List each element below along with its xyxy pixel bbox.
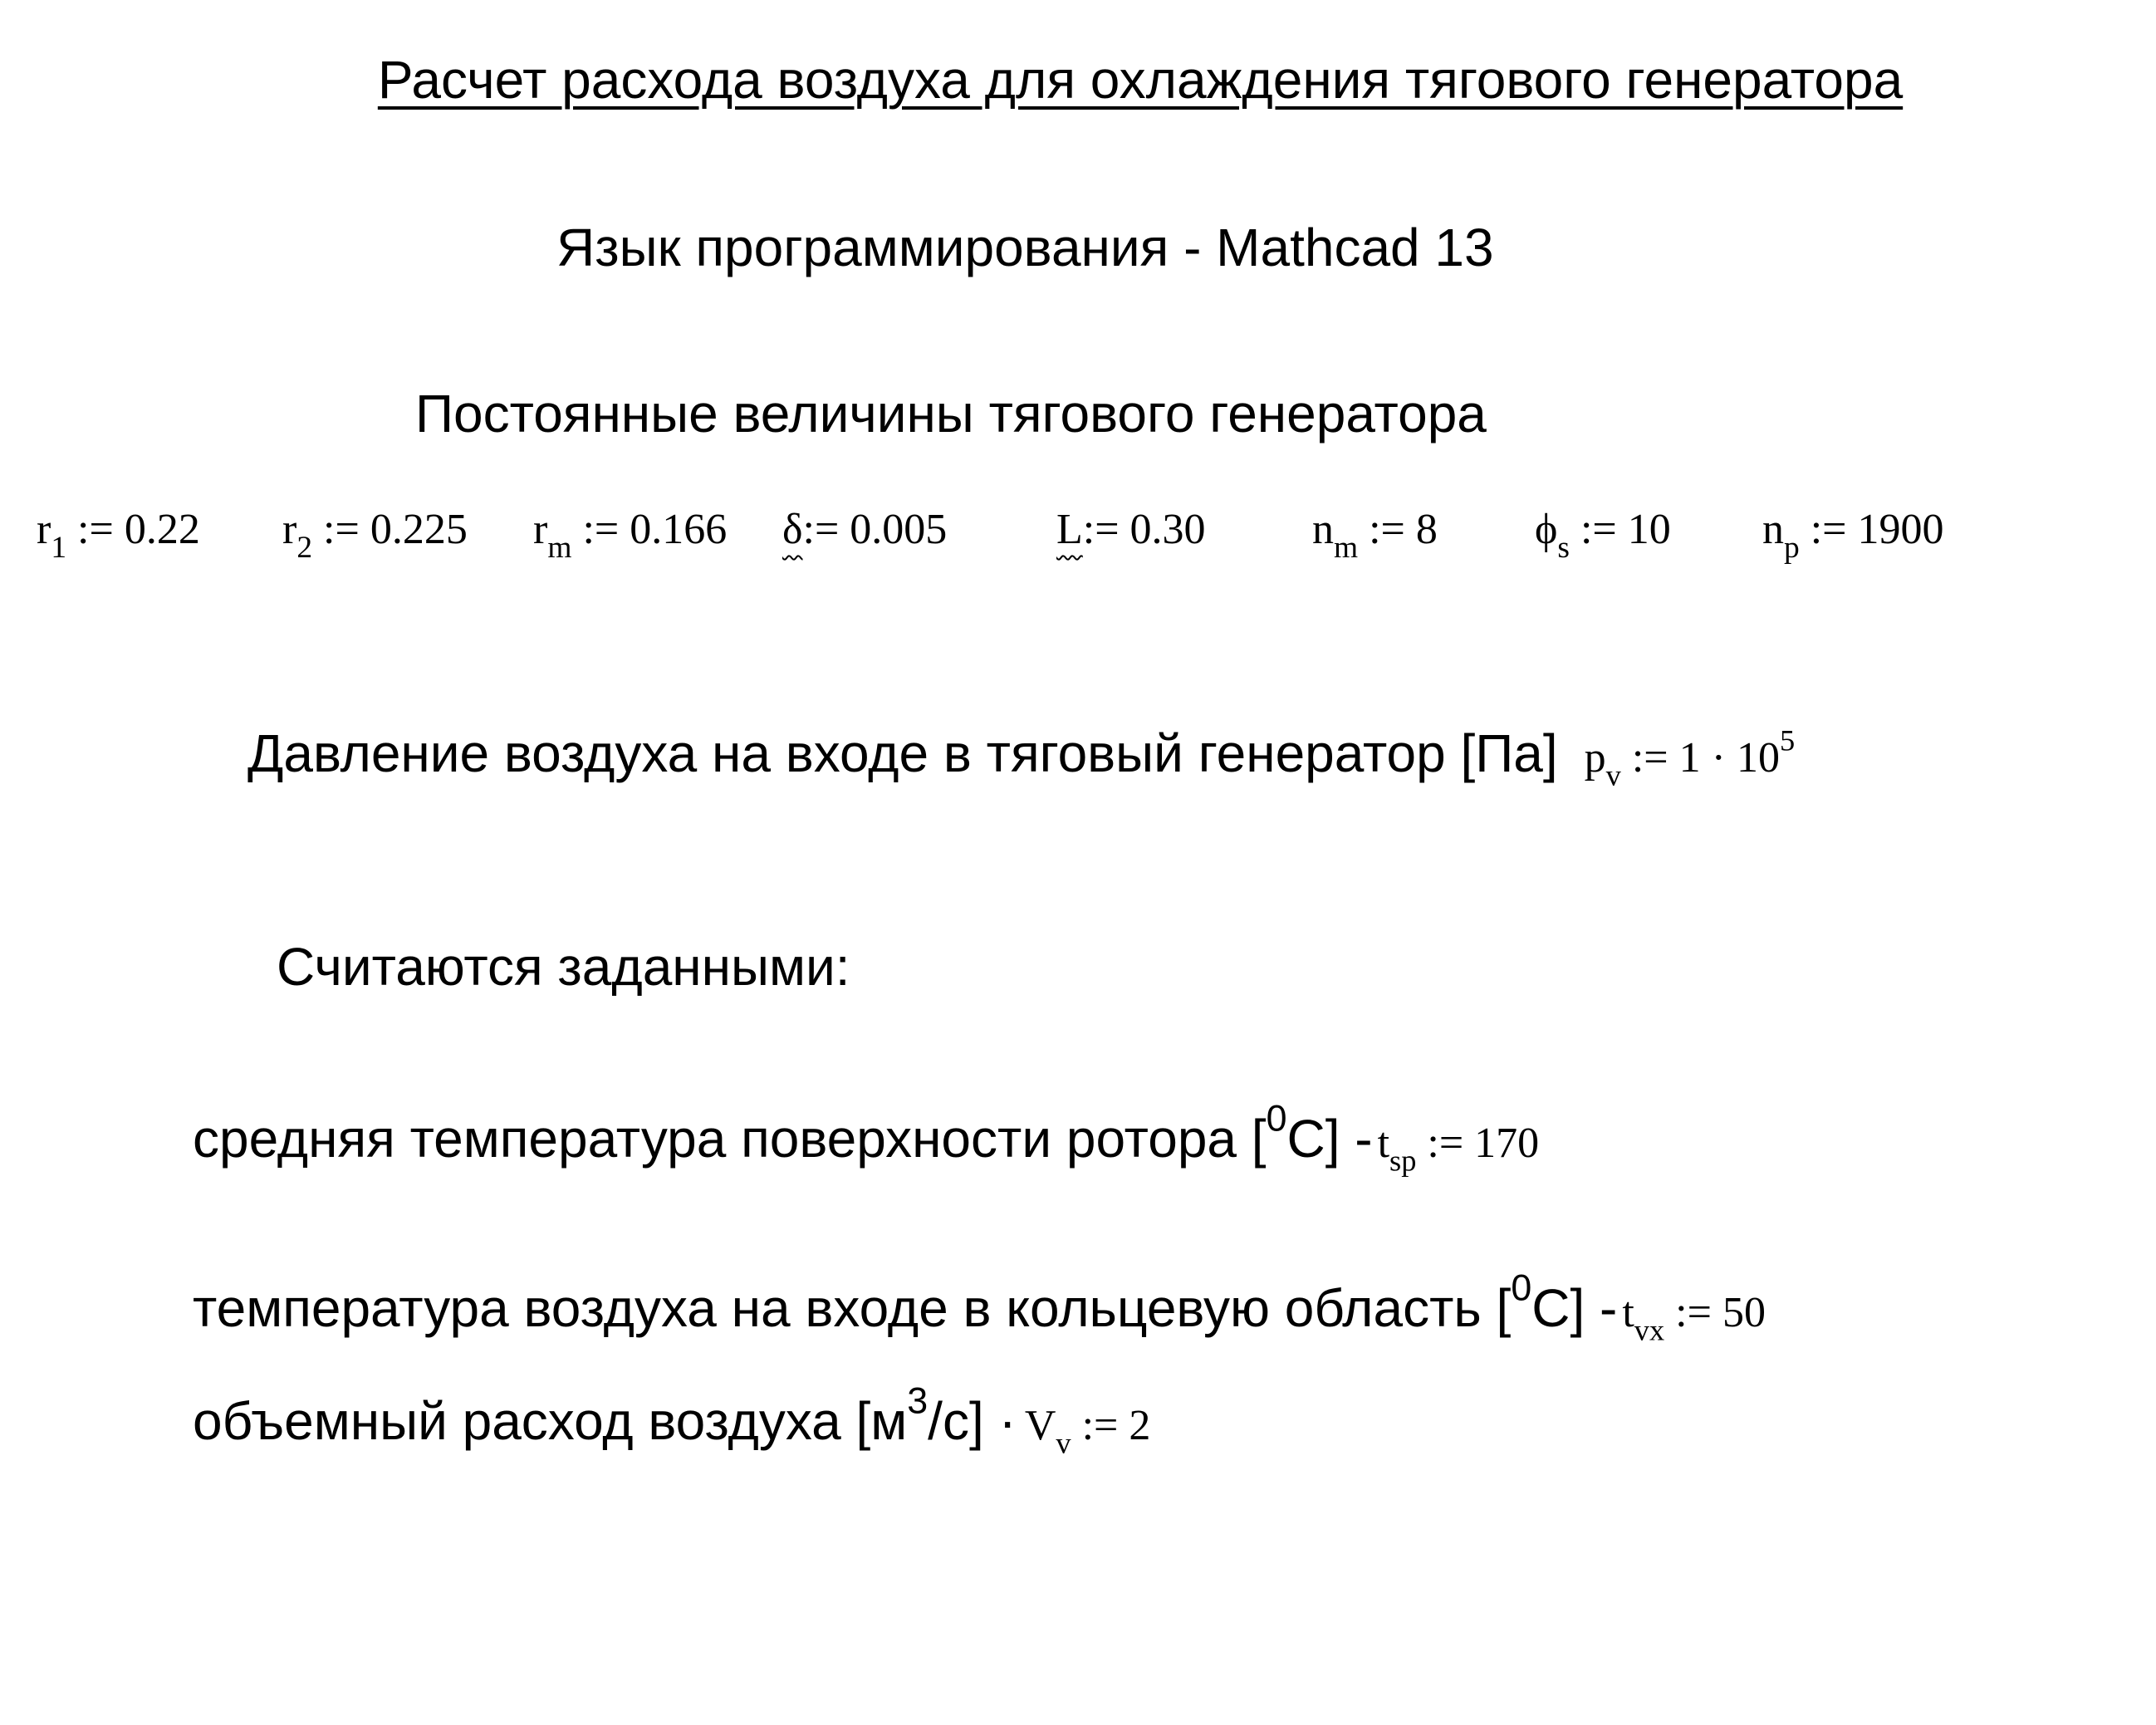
constant-np xyxy=(1762,506,1944,565)
inlet-temperature-definition xyxy=(193,1267,1766,1347)
inlet-temp-subscript: vx xyxy=(1634,1313,1665,1347)
constant-phi-s xyxy=(1535,506,1671,565)
pressure-assign: := xyxy=(1620,734,1679,782)
air-flow-symbol: V xyxy=(1024,1402,1056,1449)
constant-value: 8 xyxy=(1415,506,1438,553)
air-flow-formula xyxy=(1024,1402,1151,1460)
constant-subscript: m xyxy=(1334,530,1359,565)
document-title-text: Расчет расхода воздуха для охлаждения тягового генератора xyxy=(377,50,1904,110)
constant-value: 0.30 xyxy=(1129,506,1206,553)
pressure-label: Давление воздуха на входе в тяговый генератор [Па] xyxy=(247,723,1558,783)
constant-value: 10 xyxy=(1627,506,1671,553)
air-flow-label xyxy=(193,1380,1017,1451)
constant-r2 xyxy=(282,506,468,565)
rotor-temperature-definition xyxy=(193,1097,1540,1178)
constant-assign: := xyxy=(66,506,125,553)
constant-value: 0.005 xyxy=(850,506,948,553)
constant-value: 0.166 xyxy=(630,506,728,553)
rotor-temp-label xyxy=(193,1097,1373,1169)
air-flow-label-start: объемный расход воздуха [м xyxy=(193,1391,908,1451)
air-flow-assign: := xyxy=(1071,1402,1129,1449)
constant-value: 1900 xyxy=(1857,506,1944,553)
air-flow-label-sup: 3 xyxy=(907,1380,929,1422)
constant-subscript: 1 xyxy=(51,530,67,565)
air-flow-subscript: v xyxy=(1056,1426,1071,1460)
document-subtitle: Язык программирования - Mathcad 13 xyxy=(556,218,1494,277)
inlet-temp-value: 50 xyxy=(1722,1289,1766,1336)
constant-assign: := xyxy=(1082,506,1130,553)
air-flow-definition xyxy=(193,1380,1151,1460)
constant-subscript: m xyxy=(547,530,572,565)
constant-subscript: 2 xyxy=(296,530,313,565)
constant-rm xyxy=(533,506,728,565)
constants-heading: Постоянные величины тягового генератора xyxy=(415,384,1487,444)
inlet-temp-symbol: t xyxy=(1622,1289,1634,1336)
pressure-formula xyxy=(1584,723,1796,792)
constant-symbol: δ xyxy=(782,506,803,553)
rotor-temp-assign: := xyxy=(1416,1120,1475,1167)
rotor-temp-label-start: средняя температура поверхности ротора [ xyxy=(193,1109,1267,1169)
constant-r1 xyxy=(37,506,200,565)
pressure-exponent: 5 xyxy=(1779,723,1796,757)
rotor-temp-value: 170 xyxy=(1474,1120,1540,1167)
constant-assign: := xyxy=(1358,506,1416,553)
pressure-definition xyxy=(247,723,1796,792)
constant-l xyxy=(1056,508,1206,551)
constant-symbol: ϕ xyxy=(1535,506,1558,553)
rotor-temp-symbol: t xyxy=(1377,1120,1390,1167)
rotor-temp-formula xyxy=(1377,1120,1540,1178)
pressure-subscript: v xyxy=(1605,758,1621,792)
inlet-temp-label xyxy=(193,1267,1618,1338)
rotor-temp-subscript: sp xyxy=(1389,1144,1417,1178)
air-flow-value: 2 xyxy=(1129,1402,1151,1449)
constant-assign: := xyxy=(1799,506,1858,553)
document-title xyxy=(0,50,2156,110)
constant-nm xyxy=(1312,506,1438,565)
constant-symbol: n xyxy=(1762,506,1784,553)
inlet-temp-label-start: температура воздуха на входе в кольцевую область [ xyxy=(193,1278,1512,1338)
rotor-temp-label-sup: 0 xyxy=(1266,1097,1287,1139)
constant-symbol: r xyxy=(37,506,51,553)
inlet-temp-label-end: C] - xyxy=(1531,1278,1618,1338)
constant-assign: := xyxy=(802,506,850,553)
constant-delta xyxy=(782,508,947,551)
rotor-temp-label-end: C] - xyxy=(1286,1109,1373,1169)
constant-symbol: L xyxy=(1056,506,1083,553)
constant-symbol: n xyxy=(1312,506,1334,553)
pressure-value: 1 · 10 xyxy=(1678,734,1780,782)
constant-assign: := xyxy=(312,506,370,553)
air-flow-label-end: /с] · xyxy=(928,1391,1017,1451)
given-heading: Считаются заданными: xyxy=(277,937,850,997)
constant-symbol: r xyxy=(533,506,548,553)
constant-subscript: p xyxy=(1784,530,1800,565)
pressure-symbol: p xyxy=(1584,734,1606,782)
inlet-temp-label-sup: 0 xyxy=(1511,1267,1532,1309)
constant-value: 0.22 xyxy=(124,506,200,553)
constant-symbol: r xyxy=(282,506,297,553)
constant-subscript: s xyxy=(1557,530,1570,565)
constant-assign: := xyxy=(571,506,630,553)
inlet-temp-formula xyxy=(1622,1289,1766,1347)
constant-value: 0.225 xyxy=(370,506,468,553)
constant-assign: := xyxy=(1569,506,1628,553)
inlet-temp-assign: := xyxy=(1664,1289,1722,1336)
